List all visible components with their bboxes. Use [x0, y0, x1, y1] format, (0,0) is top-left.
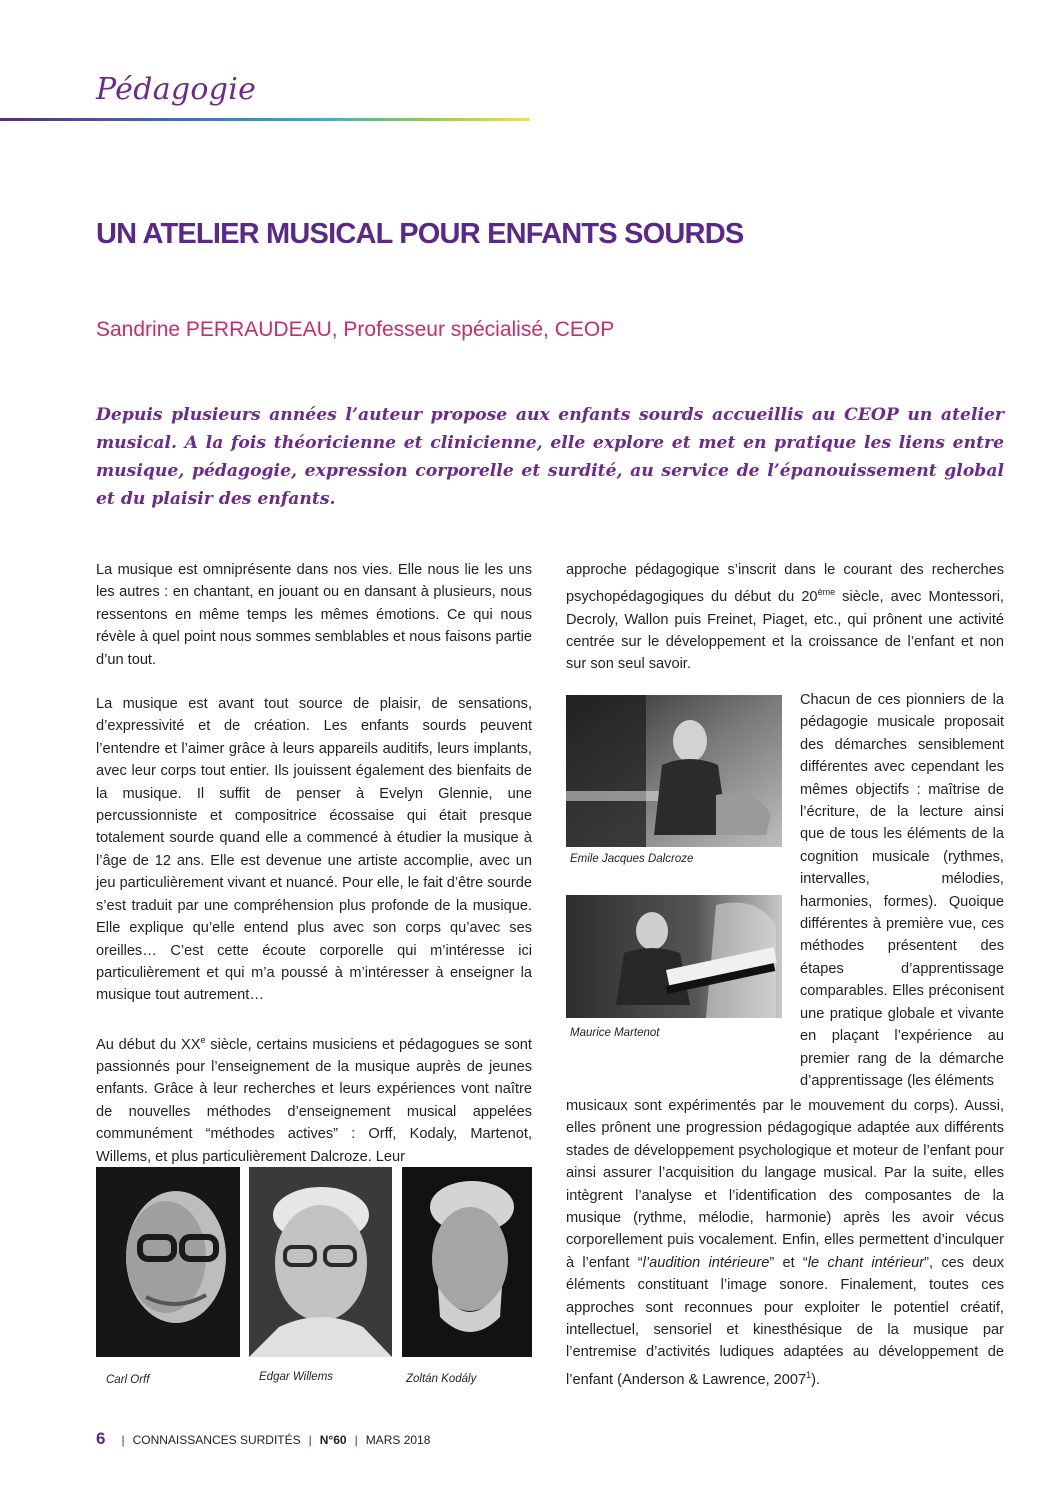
byline: Sandrine PERRAUDEAU, Professeur spécialisé, CEOP	[96, 318, 615, 341]
caption-willems: Edgar Willems	[259, 1371, 334, 1383]
publication-name: CONNAISSANCES SURDITÉS	[132, 1433, 301, 1447]
intro-paragraph: Depuis plusieurs années l’auteur propose aux enfants sourds accueillis au CEOP un atelier musical. A la fois théoricienne et clinicienne, elle explore et met en pratique les liens entre musique, pédagogie, expression corporelle et surdité, au service de l’épanouissement global et du plaisir des enfants.	[96, 405, 1004, 509]
section-title: Pédagogie	[96, 72, 257, 107]
caption-kodaly: Zoltán Kodály	[406, 1373, 477, 1385]
paragraph-4: approche pédagogique s’inscrit dans le courant des recherches psychopédagogiques du début du 20ème siècle, avec Montessori, Decroly, Wallon puis Freinet, Piaget, etc., qui prônent une activité centrée sur le développement et la croissance de l’enfant et non sur son seul savoir.	[566, 562, 1004, 673]
page-number: 6	[96, 1429, 106, 1448]
paragraph-1: La musique est omniprésente dans nos vies. Elle nous lie les uns les autres : en chantant, en jouant ou en dansant à plusieurs, nous ressentons en même temps les mêmes émotions. Ce qui nous révèle à quel point nous sommes semblables et nous faisons partie d’un tout.	[96, 562, 532, 668]
issue-number: N°60	[319, 1433, 347, 1447]
article-title: UN ATELIER MUSICAL POUR ENFANTS SOURDS	[96, 218, 744, 250]
caption-martenot: Maurice Martenot	[570, 1027, 660, 1039]
paragraph-5-side: Chacun de ces pionniers de la pédagogie musicale proposait des démarches sensiblement différentes avec cependant les mêmes objectifs : maîtrise de l’écriture, de la lecture ainsi que de tous les éléments de la cognition musicale (rythmes, intervalles, mélodies, harmonies, formes). Quoique différentes à première vue, ces méthodes présentent des étapes d’apprentissage comparables. Elles préconisent une pratique globale et vivante en plaçant l’expérience au premier rang de la démarche d’apprentissage (les éléments	[800, 692, 1004, 1089]
paragraph-2: La musique est avant tout source de plaisir, de sensations, d’expressivité et de création. Les enfants sourds peuvent l’entendre et l’aimer grâce à leurs appareils auditifs, leurs implants, avec leur corps tout entier. Ils jouissent également des bienfaits de la musique. Il suffit de penser à Evelyn Glennie, une percussionniste et compositrice écossaise qui était presque totalement sourde quand elle a commencé à étudier la musique à l’âge de 12 ans. Elle est devenue une artiste accomplie, avec un jeu particulièrement vivant et nuancé. Pour elle, le fait d’être sourde s’est traduit par une compréhension plus profonde de la musique. Elle explique qu’elle entend plus avec son corps qu’avec ses oreilles… C’est cette écoute corporelle qui m’intéresse ici particulièrement et qui m’a poussé à m’intéresser à enseigner la musique tout autrement…	[96, 696, 532, 1004]
photo-martenot	[566, 895, 782, 1018]
separator: |	[308, 1433, 312, 1447]
separator: |	[354, 1433, 358, 1447]
photo-orff-image	[96, 1167, 240, 1357]
paragraph-5: musicaux sont expérimentés par le mouvement du corps). Aussi, elles prônent une progression pédagogique adaptée aux différents stades de développement psychologique et moteur de l’enfant pour ainsi assurer l’acquisition du langage musical. Par la suite, elles intègrent l’analyse et l’identification des composantes de la musique (rythme, mélodie, harmonie) après les avoir vécus corporellement puis vocalement. Enfin, elles permettent d’inculquer à l’enfant “l’audition intérieure” et “le chant intérieur”, ces deux éléments constituant l’image sonore. Finalement, toutes ces approches sont reconnues pour exploiter le potentiel créatif, intellectuel, sensoriel et kinesthésique de la musique par l’entremise d’activités ludiques adaptées au développement de l’enfant (Anderson & Lawrence, 2007$^1$).	[566, 1098, 1004, 1388]
photo-kodaly	[402, 1167, 532, 1357]
caption-dalcroze: Emile Jacques Dalcroze	[570, 853, 694, 865]
photo-dalcroze-image	[566, 695, 782, 847]
issue-date: MARS 2018	[365, 1433, 431, 1447]
paragraph-3: Au début du XXe siècle, certains musiciens et pédagogues se sont passionnés pour l’enseignement de la musique auprès de jeunes enfants. Grâce à leur recherches et leurs expériences vont naître de nouvelles méthodes d’enseignement musical appelées communément “méthodes actives” : Orff, Kodaly, Martenot, Willems, et plus particulièrement Dalcroze. Leur	[96, 1034, 532, 1165]
photo-willems	[249, 1167, 392, 1357]
caption-orff: Carl Orff	[106, 1374, 150, 1386]
photo-willems-image	[249, 1167, 392, 1357]
footer	[96, 1429, 430, 1449]
photo-orff	[96, 1167, 240, 1357]
left-column	[96, 559, 532, 1190]
photo-dalcroze	[566, 695, 782, 847]
separator: |	[121, 1433, 125, 1447]
photo-kodaly-image	[402, 1167, 532, 1357]
section-rule	[0, 118, 530, 121]
right-column-top	[566, 559, 1004, 676]
photo-martenot-image	[566, 895, 782, 1018]
